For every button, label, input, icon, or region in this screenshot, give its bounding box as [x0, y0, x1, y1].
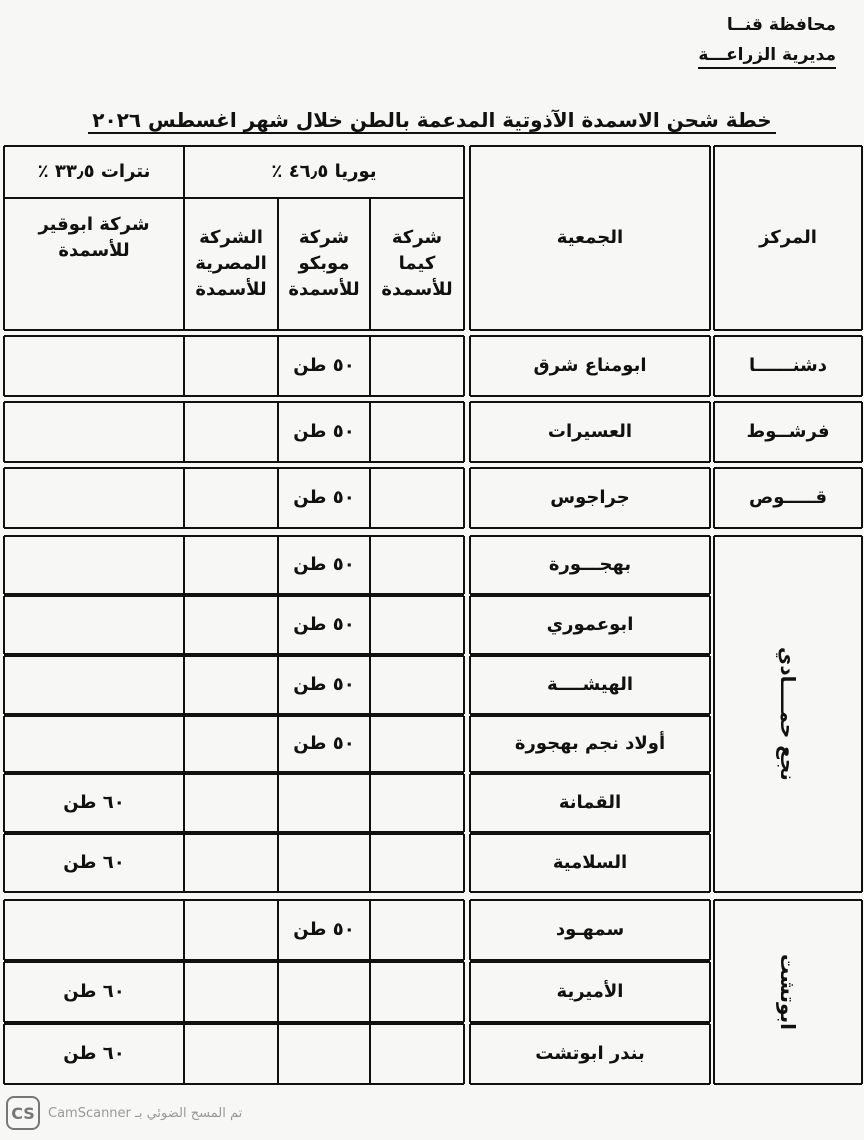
cell-egyptian: [184, 468, 278, 528]
cell-egyptian: [184, 774, 278, 832]
cell-jameya: الهيشــــة: [547, 673, 634, 695]
cell-jameya: سمهـود: [555, 918, 625, 940]
cell-mopco: [278, 962, 370, 1022]
cell-abuqir: [4, 402, 184, 462]
cell-mopco: ٥٠ طن: [293, 486, 355, 508]
cell-kima: [370, 834, 464, 892]
cell-abuqir: [4, 336, 184, 396]
cell-jameya: أولاد نجم بهجورة: [514, 732, 666, 754]
header-urea-group: يوريا ٤٦٫٥ ٪: [271, 160, 377, 182]
header-kima: شركة كيما للأسمدة: [381, 226, 453, 301]
cell-mopco: ٥٠ طن: [293, 673, 355, 695]
header-egyptian: الشركة المصرية للأسمدة: [195, 226, 267, 301]
cell-abuqir: [4, 468, 184, 528]
cell-kima: [370, 402, 464, 462]
cell-egyptian: [184, 834, 278, 892]
scanner-caption: تم المسح الضوئي بـ CamScanner: [48, 1105, 243, 1121]
cell-egyptian: [184, 1024, 278, 1084]
cell-jameya: القمانة: [558, 791, 622, 813]
cell-kima: [370, 774, 464, 832]
cell-kima: [370, 1024, 464, 1084]
cell-abuqir: [4, 716, 184, 772]
cell-abuqir: ٦٠ طن: [63, 1042, 125, 1064]
cell-abuqir: ٦٠ طن: [63, 791, 125, 813]
cell-kima: [370, 656, 464, 714]
cell-egyptian: [184, 656, 278, 714]
cell-mopco: ٥٠ طن: [293, 354, 355, 376]
markaz-cell: [714, 900, 862, 1084]
cell-kima: [370, 336, 464, 396]
header-nitrate-group: نترات ٣٣٫٥ ٪: [37, 160, 151, 182]
page-title: خطة شحن الاسمدة الآذوتية المدعمة بالطن خلال شهر اغسطس ٢٠٢٦: [0, 108, 864, 132]
header-markaz: المركز: [759, 226, 817, 248]
cell-kima: [370, 716, 464, 772]
cell-egyptian: [184, 402, 278, 462]
markaz-cell: فرشــوط: [746, 420, 830, 442]
cell-egyptian: [184, 962, 278, 1022]
cell-mopco: ٥٠ طن: [293, 613, 355, 635]
governorate-label: محافظة قنــا: [726, 15, 836, 35]
cell-abuqir: [4, 596, 184, 654]
markaz-label: ابوتشت: [776, 954, 800, 1030]
cell-jameya: بندر ابوتشت: [535, 1042, 645, 1064]
cell-kima: [370, 900, 464, 960]
cell-mopco: ٥٠ طن: [293, 918, 355, 940]
camscanner-logo: CS: [6, 1096, 40, 1130]
cell-egyptian: [184, 900, 278, 960]
cell-abuqir: [4, 536, 184, 594]
cell-mopco: ٥٠ طن: [293, 553, 355, 575]
cell-jameya: بهجـــورة: [548, 553, 632, 575]
cell-jameya: ابومناع شرق: [533, 354, 647, 376]
cell-egyptian: [184, 536, 278, 594]
header-abuqir: شركة ابوقير للأسمدة: [38, 214, 150, 262]
cell-mopco: [278, 1024, 370, 1084]
cell-mopco: ٥٠ طن: [293, 732, 355, 754]
cell-abuqir: ٦٠ طن: [63, 851, 125, 873]
header-jameya: الجمعية: [556, 226, 624, 248]
cell-abuqir: [4, 900, 184, 960]
cell-jameya: الأميرية: [556, 980, 624, 1002]
scanner-footer: [6, 1096, 242, 1130]
cell-kima: [370, 536, 464, 594]
cell-egyptian: [184, 596, 278, 654]
markaz-label: نجع حمــــادي: [776, 647, 800, 781]
cell-jameya: العسيرات: [547, 420, 633, 442]
cell-kima: [370, 962, 464, 1022]
header-mopco: شركة موبكو للأسمدة: [288, 226, 360, 301]
cell-jameya: السلامية: [552, 851, 628, 873]
markaz-cell: دشنــــــا: [749, 354, 827, 376]
cell-kima: [370, 596, 464, 654]
directorate-label: مديرية الزراعـــة: [698, 43, 836, 69]
cell-mopco: [278, 834, 370, 892]
markaz-cell: قـــــوص: [748, 486, 828, 508]
cell-egyptian: [184, 716, 278, 772]
cell-abuqir: [4, 656, 184, 714]
cell-egyptian: [184, 336, 278, 396]
cell-jameya: ابوعموري: [546, 613, 634, 635]
cell-jameya: جراجوس: [550, 486, 630, 508]
cell-mopco: ٥٠ طن: [293, 420, 355, 442]
markaz-cell: [714, 536, 862, 892]
cell-mopco: [278, 774, 370, 832]
cell-kima: [370, 468, 464, 528]
cell-abuqir: ٦٠ طن: [63, 980, 125, 1002]
